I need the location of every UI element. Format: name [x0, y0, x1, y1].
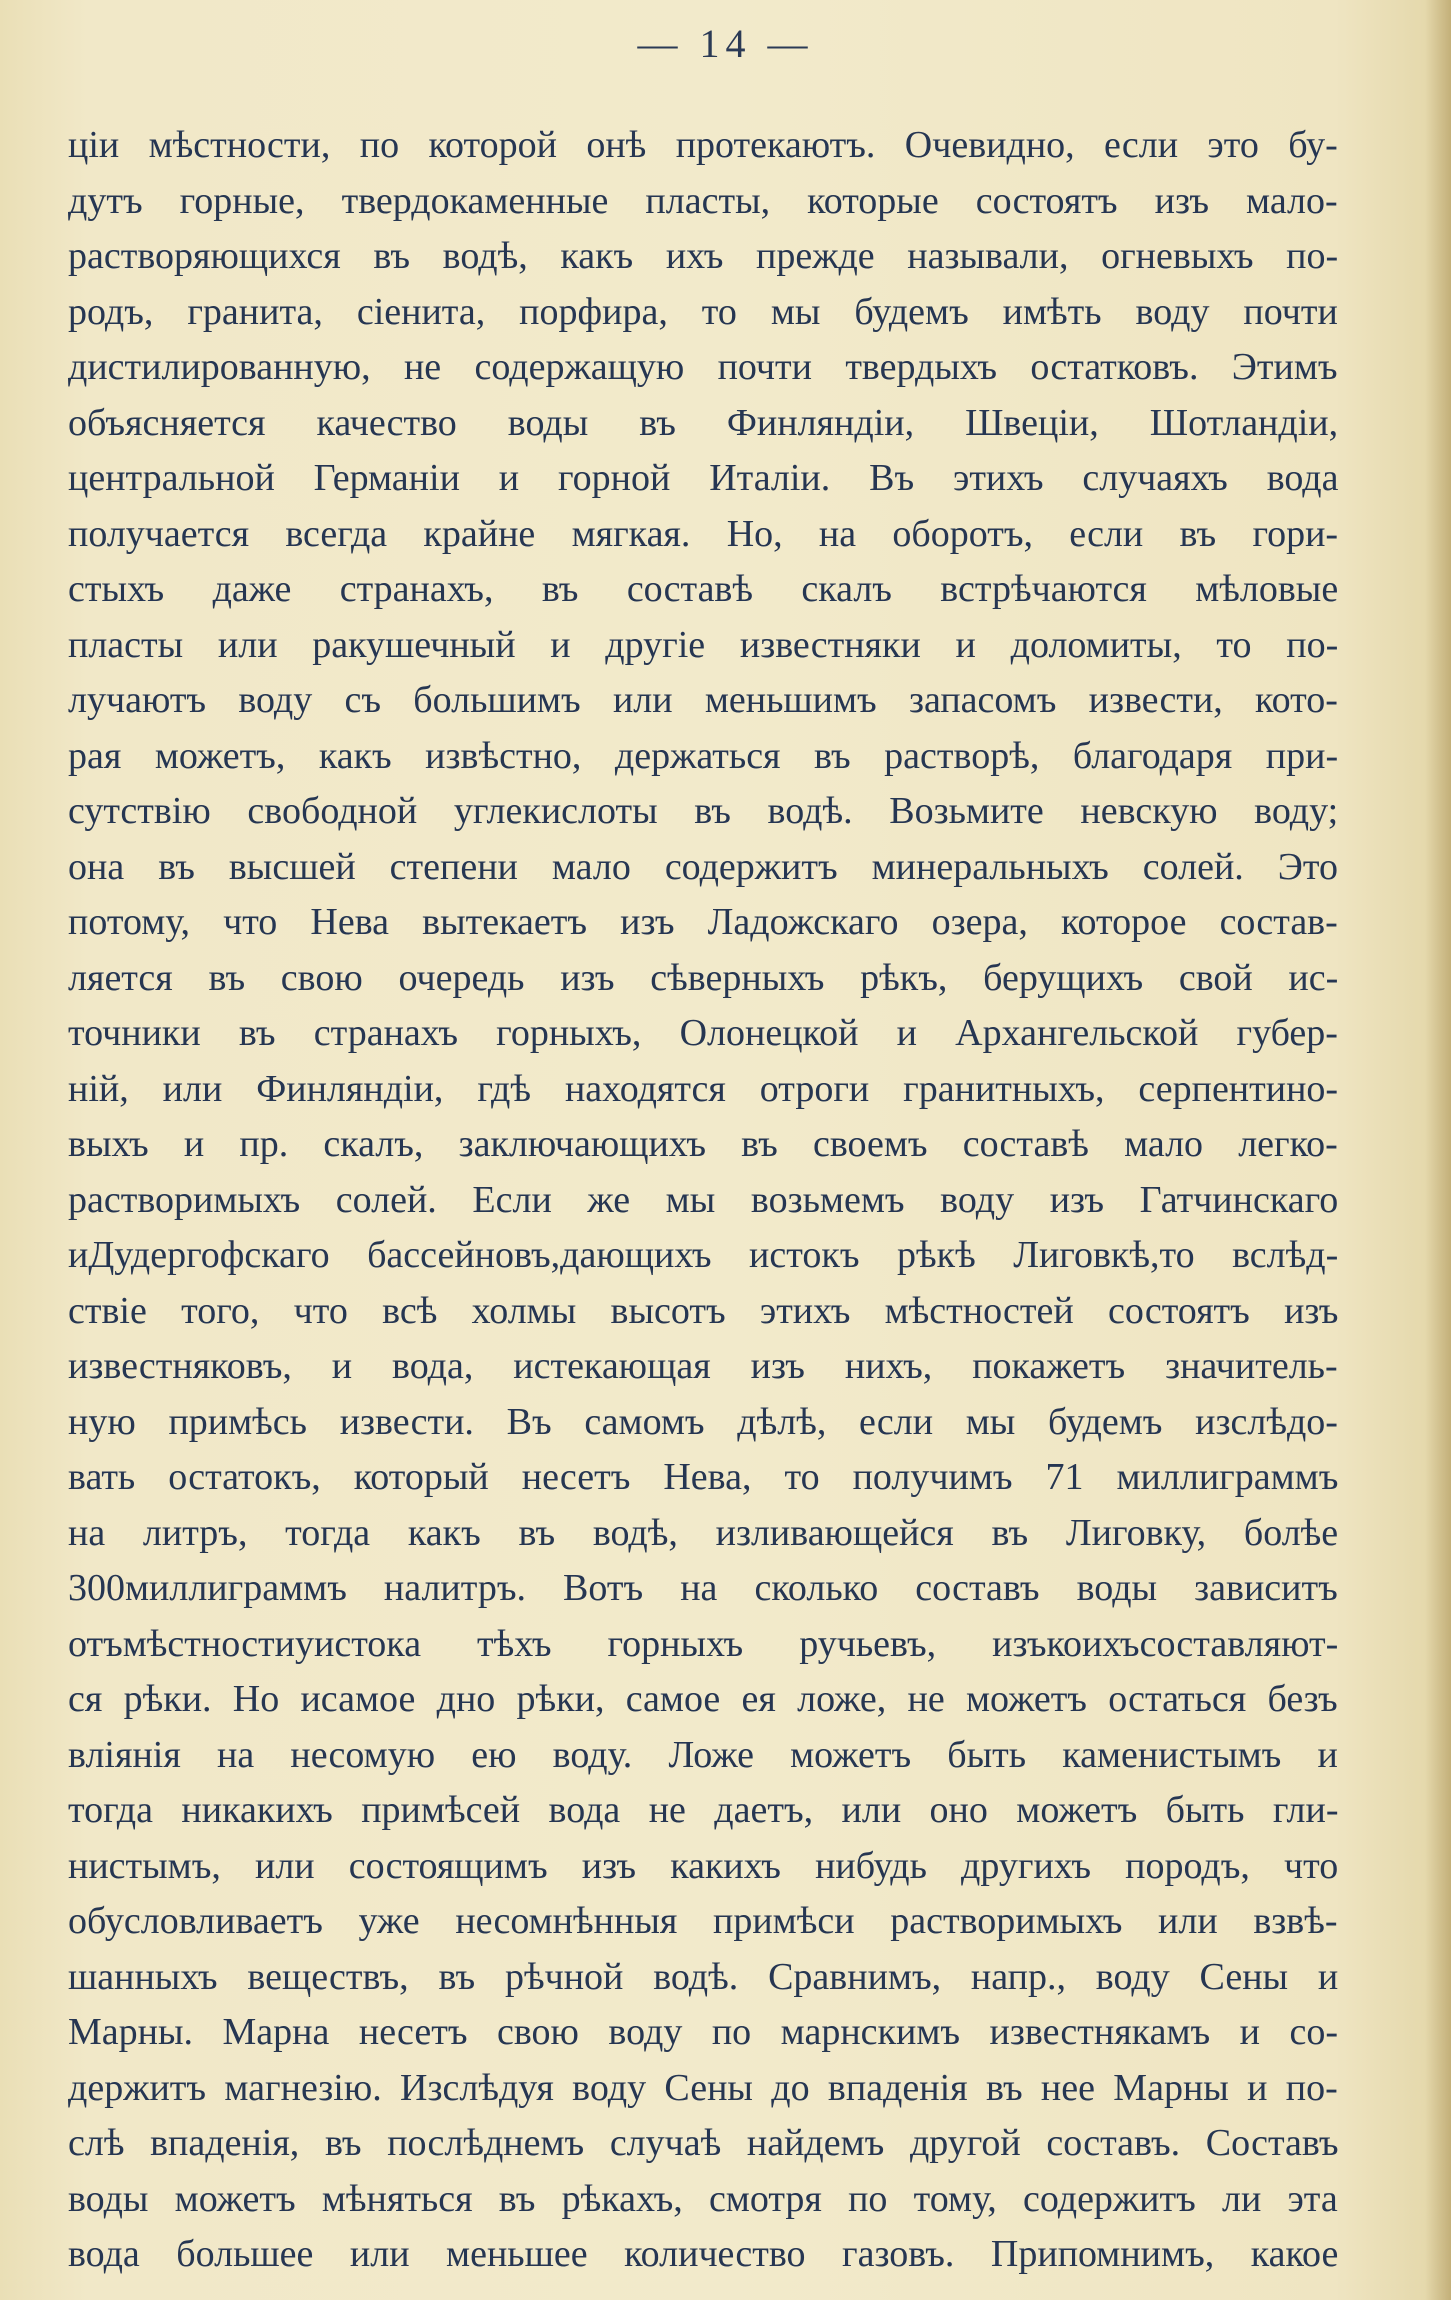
text-line: вліянія на несомую ею воду. Ложе можетъ быть каменистымъ и	[68, 1733, 1338, 1776]
text-line: ствіе того, что всѣ холмы высотъ этихъ мѣстностей состоятъ изъ	[68, 1289, 1339, 1332]
text-line: вать остатокъ, который несетъ Нева, то получимъ 71 миллиграммъ	[68, 1456, 1339, 1498]
text-line: объясняется качество воды въ Финляндіи, Швеціи, Шотландіи,	[68, 401, 1339, 444]
text-line: лучаютъ воду съ большимъ или меньшимъ запасомъ извести, кото-	[68, 679, 1338, 721]
text-line: рая можетъ, какъ извѣстно, держаться въ растворѣ, благодаря при-	[68, 734, 1339, 777]
text-line: пласты или ракушечный и другіе известняки и доломиты, то по-	[68, 623, 1339, 666]
text-line: родъ, гранита, сіенита, порфира, то мы будемъ имѣть воду почти	[68, 290, 1338, 333]
text-line: сутствію свободной углекислоты въ водѣ. Возьмите невскую воду;	[68, 790, 1339, 832]
text-line: центральной Германіи и горной Италіи. Въ этихъ случаяхъ вода	[68, 457, 1339, 499]
text-line: стыхъ даже странахъ, въ составѣ скалъ встрѣчаются мѣловые	[68, 568, 1339, 610]
text-line: нистымъ, или состоящимъ изъ какихъ нибудь другихъ породъ, что	[68, 1844, 1339, 1887]
text-line: 300миллиграммъ налитръ. Вотъ на сколько составъ воды зависитъ	[68, 1567, 1338, 1609]
text-line: дутъ горные, твердокаменные пласты, которые состоятъ изъ мало-	[68, 179, 1338, 222]
text-line: воды можетъ мѣняться въ рѣкахъ, смотря по тому, содержитъ ли эта	[68, 2177, 1338, 2220]
text-line: получается всегда крайне мягкая. Но, на оборотъ, если въ гори-	[68, 512, 1339, 555]
text-line: ляется въ свою очередь изъ сѣверныхъ рѣкъ, берущихъ свой ис-	[68, 956, 1339, 999]
text-line: точники въ странахъ горныхъ, Олонецкой и Архангельской губер-	[68, 1012, 1338, 1054]
text-line: обусловливаетъ уже несомнѣнныя примѣси растворимыхъ или взвѣ-	[68, 1900, 1338, 1942]
page-number: — 14 —	[637, 21, 814, 66]
text-line: шанныхъ веществъ, въ рѣчной водѣ. Сравнимъ, напр., воду Сены и	[68, 1955, 1339, 1998]
text-line: выхъ и пр. скалъ, заключающихъ въ своемъ составѣ мало легко-	[68, 1123, 1338, 1165]
text-line: ціи мѣстности, по которой онѣ протекаютъ. Очевидно, если это бу-	[68, 124, 1338, 166]
page-edge-shadow	[1425, 0, 1451, 2300]
text-line: вода большее или меньшее количество газовъ. Припомнимъ, какое	[68, 2233, 1339, 2275]
text-line: слѣ впаденія, въ послѣднемъ случаѣ найдемъ другой составъ. Составъ	[68, 2122, 1339, 2164]
text-line: потому, что Нева вытекаетъ изъ Ладожскаго озера, которое состав-	[68, 901, 1338, 943]
text-line: тогда никакихъ примѣсей вода не даетъ, или оно можетъ быть гли-	[68, 1789, 1339, 1831]
text-line: растворяющихся въ водѣ, какъ ихъ прежде называли, огневыхъ по-	[68, 235, 1339, 277]
text-line: отъмѣстностиуистока тѣхъ горныхъ ручьевъ, изъкоихъсоставляют-	[68, 1622, 1339, 1665]
body-text	[68, 118, 1338, 2283]
text-line: держитъ магнезію. Изслѣдуя воду Сены до впаденія въ нее Марны и по-	[68, 2066, 1338, 2109]
text-line: ся рѣки. Но исамое дно рѣки, самое ея ложе, не можетъ остаться безъ	[68, 1678, 1338, 1720]
text-line: иДудергофскаго бассейновъ,дающихъ истокъ рѣкѣ Лиговкѣ,то вслѣд-	[68, 1234, 1339, 1276]
text-line: она въ высшей степени мало содержитъ минеральныхъ солей. Это	[68, 845, 1339, 888]
text-line: растворимыхъ солей. Если же мы возьмемъ воду изъ Гатчинскаго	[68, 1178, 1339, 1221]
text-line: ную примѣсь извести. Въ самомъ дѣлѣ, если мы будемъ изслѣдо-	[68, 1400, 1338, 1443]
text-line: ній, или Финляндіи, гдѣ находятся отроги гранитныхъ, серпентино-	[68, 1067, 1339, 1110]
text-line: дистилированную, не содержащую почти твердыхъ остатковъ. Этимъ	[68, 346, 1338, 388]
text-line: на литръ, тогда какъ въ водѣ, изливающейся въ Лиговку, болѣе	[68, 1511, 1339, 1554]
text-line: известняковъ, и вода, истекающая изъ нихъ, покажетъ значитель-	[68, 1345, 1338, 1387]
text-line: Марны. Марна несетъ свою воду по марнскимъ известнякамъ и со-	[68, 2011, 1338, 2053]
